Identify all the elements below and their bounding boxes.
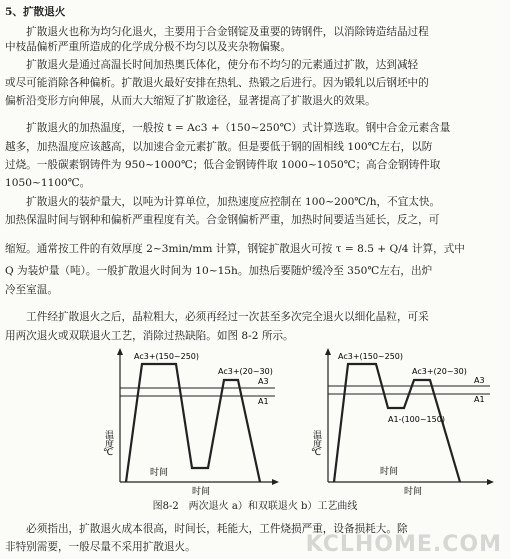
label-a1: A1: [258, 397, 269, 406]
paragraph-line: 非特别需要，一般尽量不采用扩散退火。: [5, 541, 196, 553]
x-axis-arrow-icon: [272, 479, 279, 485]
paragraph-line: 必须指出，扩散退火成本很高，时间长，耗能大，工件烧损严重，设备损耗大。除: [5, 523, 408, 535]
paragraph-line: 缩短。通常按工件的有效厚度 2~3min/mm 计算，钢锭扩散退火可按 τ = 8.5 + Q/4 计算，式中: [5, 243, 465, 255]
y-axis-label: 温度℃: [311, 430, 321, 458]
watermark: KCLHOME.COM: [305, 532, 502, 557]
figure-a: [90, 346, 280, 496]
paragraph-line: 越多，加热温度应该越高，以加速合金元素扩散。但是要低于钢的固相线 100℃左右，以防: [5, 141, 433, 153]
x-axis-label-inline: 时间: [380, 467, 399, 477]
label-mid-temp: Ac3+(20~30): [218, 367, 273, 376]
paragraph-line: 1050~1100℃。: [5, 177, 91, 189]
label-a3: A3: [474, 376, 485, 385]
paragraph-line: 扩散退火的装炉量大，以吨为计算单位，加热速度应控制在 100~200℃/h，不宜太快。: [5, 196, 441, 208]
label-high-temp: Ac3+(150~250): [134, 352, 200, 361]
paragraph-line: 用两次退火或双联退火工艺，消除过热缺陷。如图 8-2 所示。: [5, 330, 294, 342]
paragraph-line: 加热保温时间与钢种和偏析严重程度有关。合金钢偏析严重，加热时间要适当延长，反之，可: [5, 214, 440, 226]
paragraph-line: 中枝晶偏析严重所造成的化学成分极不均匀以及夹杂物偏聚。: [5, 41, 292, 53]
paragraph-line: 扩散退火也称为均匀化退火，主要用于合金钢锭及重要的铸钢件，以消除铸造结晶过程: [5, 26, 429, 38]
figure-b-plot: [300, 346, 500, 496]
label-high-temp: Ac3+(150~250): [338, 352, 404, 361]
y-axis-arrow-icon: [325, 348, 331, 355]
paragraph-line: 扩散退火的加热温度，一般按 t = Ac3 +（150~250℃）式计算选取。钢中合金元素含量: [5, 122, 451, 134]
paragraph-line: 工件经扩散退火之后，晶粒粗大，必须再经过一次甚至多次完全退火以细化晶粒，可采: [5, 311, 429, 323]
figure-caption: 图8-2 两次退火 a）和双联退火 b）工艺曲线: [152, 501, 358, 512]
label-mid-temp: Ac3+(20~30): [412, 367, 467, 376]
paragraph-line: 过烧。一般碳素钢铸件为 950~1000℃；低合金钢铸件取 1000~1050℃；高合金钢铸件取: [5, 159, 441, 171]
figure-a-plot: [90, 346, 280, 496]
x-axis-label-inline: 时间: [150, 468, 169, 478]
process-curve: [126, 364, 260, 482]
section-title: 5、扩散退火: [5, 6, 66, 18]
x-axis-arrow-icon: [487, 479, 494, 485]
paragraph-line: Q 为装炉量（吨）。一般扩散退火时间为 10~15h。加热后要随炉缓冷至 350℃左右，出炉: [5, 265, 433, 277]
label-a3: A3: [258, 377, 269, 386]
subfigure-label-a: 时间: [192, 487, 211, 496]
paragraph-line: 或尽可能消除各种偏析。扩散退火最好安排在热轧、热锻之后进行。因为锻轧以后钢坯中的: [5, 77, 429, 89]
y-axis-label: 温度℃: [103, 430, 113, 458]
paragraph-line: 扩散退火是通过高温长时间加热奥氏体化，使分布不均匀的元素通过扩散，达到减轻: [5, 59, 419, 71]
label-low-temp: A1-(100~150): [388, 415, 445, 424]
y-axis-arrow-icon: [117, 348, 123, 355]
paragraph-line: 冷至室温。: [5, 284, 58, 296]
paragraph-line: 偏析沿变形方向伸展，从而大大缩短了扩散途径，显著提高了扩散退火的效果。: [5, 95, 376, 107]
subfigure-label-b: 时间: [404, 487, 423, 496]
label-a1: A1: [474, 395, 485, 404]
figure-b: [300, 346, 500, 496]
